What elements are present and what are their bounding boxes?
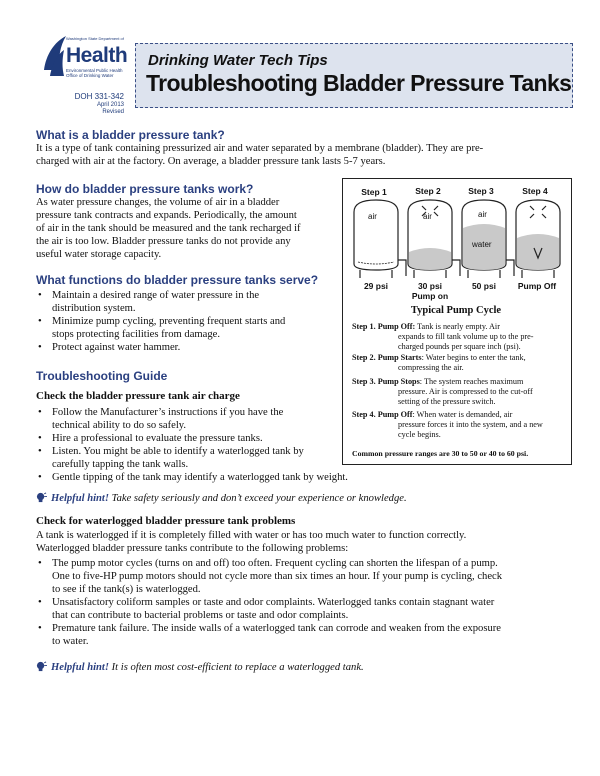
text-line: pressure. Air is compressed to the cut-off xyxy=(398,387,533,396)
step-1-label: Step 1 xyxy=(361,187,387,197)
list-item xyxy=(36,341,336,354)
text-line: As water pressure changes, the volume of air in a bladder xyxy=(36,197,280,208)
text-line: technical ability to do so safely. xyxy=(52,420,187,431)
text-line: setting of the pressure switch. xyxy=(398,397,496,406)
list-item xyxy=(36,596,586,622)
tank-diagram xyxy=(346,198,568,280)
text-line: : The system reaches maximum xyxy=(419,377,524,386)
tank-step-4 xyxy=(516,200,560,278)
text-line: to see if the tank(s) is waterlogged. xyxy=(52,584,201,595)
list-item xyxy=(36,289,336,315)
text-line: • Gentle tipping of the tank may identify a waterlogged tank by weight. xyxy=(52,472,348,483)
tank1-air-label: air xyxy=(368,212,377,221)
section-how-heading: How do bladder pressure tanks work? xyxy=(36,182,254,196)
section-what-is-body xyxy=(36,142,576,168)
list-item xyxy=(36,445,346,471)
text-line: pressure tank contracts and expands. Periodically, the amount xyxy=(36,210,297,221)
tank-step-1 xyxy=(354,200,406,278)
lightbulb-icon xyxy=(36,492,47,503)
pump-on-label: Pump on xyxy=(411,291,449,301)
step-label: Step 1. Pump Off: xyxy=(352,322,416,331)
list-item xyxy=(36,406,346,432)
text-line: A tank is waterlogged if it is completely filled with water or has too much water to function correctly. xyxy=(36,530,467,541)
tank-step-2 xyxy=(408,200,460,278)
series-title: Drinking Water Tech Tips xyxy=(148,52,328,69)
text-line: pressure forces it into the system, and a new xyxy=(398,420,543,429)
helpful-hint-safety xyxy=(36,492,576,504)
text-line: cycle begins. xyxy=(398,430,441,439)
text-line: stops protecting facilities from damage. xyxy=(52,329,220,340)
step-1-description xyxy=(352,322,566,352)
section-what-is-heading: What is a bladder pressure tank? xyxy=(36,128,225,142)
text-line: • Maintain a desired range of water pressure in the xyxy=(52,290,260,301)
text-line: • Hire a professional to evaluate the pressure tanks. xyxy=(52,433,263,444)
text-line: : Water begins to enter the tank, xyxy=(421,353,526,362)
hint-text: It is often most cost-efficient to replace a waterlogged tank. xyxy=(109,662,364,673)
functions-list xyxy=(36,289,336,354)
text-line: distribution system. xyxy=(52,303,136,314)
text-line: • Protect against water hammer. xyxy=(52,342,181,353)
step-label: Step 3. Pump Stops xyxy=(352,377,420,386)
tank-step-3 xyxy=(462,200,514,278)
troubleshooting-heading: Troubleshooting Guide xyxy=(36,369,168,383)
psi-step-1: 29 psi xyxy=(363,281,389,291)
helpful-hint-replace xyxy=(36,661,576,673)
pump-cycle-title: Typical Pump Cycle xyxy=(410,305,502,316)
agency-sub1: Environmental Public Health xyxy=(66,68,123,73)
text-line: carefully tapping the tank walls. xyxy=(52,459,189,470)
text-line: the air is too low. Bladder pressure tanks do not provide any xyxy=(36,236,291,247)
psi-step-3: 50 psi xyxy=(471,281,497,291)
tank3-water-label: water xyxy=(472,240,492,249)
text-line: useful water storage capacity. xyxy=(36,249,162,260)
waterlogged-subheading: Check for waterlogged bladder pressure tank problems xyxy=(36,515,296,527)
text-line: that can contribute to bacterial problems or taste and odor complaints. xyxy=(52,610,349,621)
step-label: Step 2. Pump Starts xyxy=(352,353,422,362)
psi-step-4: Pump Off xyxy=(517,281,557,291)
text-line: One to five-HP pump motors should not cycle more than six times an hour. If your pump is cycling, check xyxy=(52,571,503,582)
doc-date-block xyxy=(60,102,124,116)
common-pressure-note: Common pressure ranges are 30 to 50 or 40 to 60 psi. xyxy=(352,449,529,458)
doc-status: Revised xyxy=(102,109,124,115)
text-line: • The pump motor cycles (turns on and off) too often. Frequent cycling can shorten the lifespan of a pump. xyxy=(52,558,498,569)
agency-subtitle xyxy=(66,68,136,78)
air-charge-list xyxy=(36,406,346,484)
step-2-label: Step 2 xyxy=(415,186,441,196)
text-line: : When water is demanded, air xyxy=(412,410,513,419)
doc-date: April 2013 xyxy=(96,102,124,108)
page-title: Troubleshooting Bladder Pressure Tanks xyxy=(146,70,572,96)
hint-text: Take safety seriously and don’t exceed your experience or knowledge. xyxy=(109,493,407,504)
text-line: • Follow the Manufacturer’s instructions if you have the xyxy=(52,407,284,418)
agency-dept: Washington State Department of xyxy=(66,36,124,41)
text-line: of air in the tank should be measured and the tank recharged if xyxy=(36,223,301,234)
agency-sub2: Office of Drinking Water xyxy=(66,73,114,78)
agency-name: Health xyxy=(66,44,128,67)
list-item xyxy=(36,622,586,648)
lightbulb-icon xyxy=(36,661,47,672)
step-label: Step 4. Pump Off xyxy=(352,410,413,419)
section-how-body xyxy=(36,196,336,261)
text-line: • Listen. You might be able to identify a waterlogged tank by xyxy=(52,446,304,457)
list-item xyxy=(36,557,586,596)
step-3-label: Step 3 xyxy=(468,186,494,196)
step-2-description xyxy=(352,353,566,373)
waterlogged-intro xyxy=(36,529,581,555)
psi-step-2: 30 psi xyxy=(417,281,443,291)
hint-label: Helpful hint! xyxy=(51,662,109,673)
text-line: to water. xyxy=(52,636,89,647)
text-line: expands to fill tank volume up to the pre- xyxy=(398,332,534,341)
step-3-description xyxy=(352,377,566,407)
text-line: • Premature tank failure. The inside walls of a waterlogged tank can corrode and weaken from the exposure xyxy=(52,623,501,634)
tank2-air-label: air xyxy=(423,212,432,221)
doc-number: DOH 331-342 xyxy=(74,92,124,101)
hint-label: Helpful hint! xyxy=(51,493,109,504)
tank3-air-label: air xyxy=(478,210,487,219)
list-item xyxy=(36,432,346,445)
text-line: compressing the air. xyxy=(398,363,464,372)
text-line: Waterlogged bladder pressure tanks contribute to the following problems: xyxy=(36,543,349,554)
waterlogged-problems-list xyxy=(36,557,586,648)
list-item xyxy=(36,315,336,341)
text-line: • Unsatisfactory coliform samples or taste and odor complaints. Waterlogged tanks contain stagnant water xyxy=(52,597,495,608)
step-4-label: Step 4 xyxy=(522,186,548,196)
list-item xyxy=(36,471,532,484)
text-line: Tank is nearly empty. Air xyxy=(415,322,500,331)
text-line: It is a type of tank containing pressurized air and water separated by a membrane (bladder). They are pre- xyxy=(36,143,484,154)
text-line: charged pounds per square inch (psi). xyxy=(398,342,521,351)
section-functions-heading: What functions do bladder pressure tanks serve? xyxy=(36,273,319,287)
air-charge-subheading: Check the bladder pressure tank air charge xyxy=(36,390,240,402)
step-4-description xyxy=(352,410,566,440)
text-line: charged with air at the factory. On average, a bladder pressure tank lasts 5-7 years. xyxy=(36,156,386,167)
text-line: • Minimize pump cycling, preventing frequent starts and xyxy=(52,316,286,327)
